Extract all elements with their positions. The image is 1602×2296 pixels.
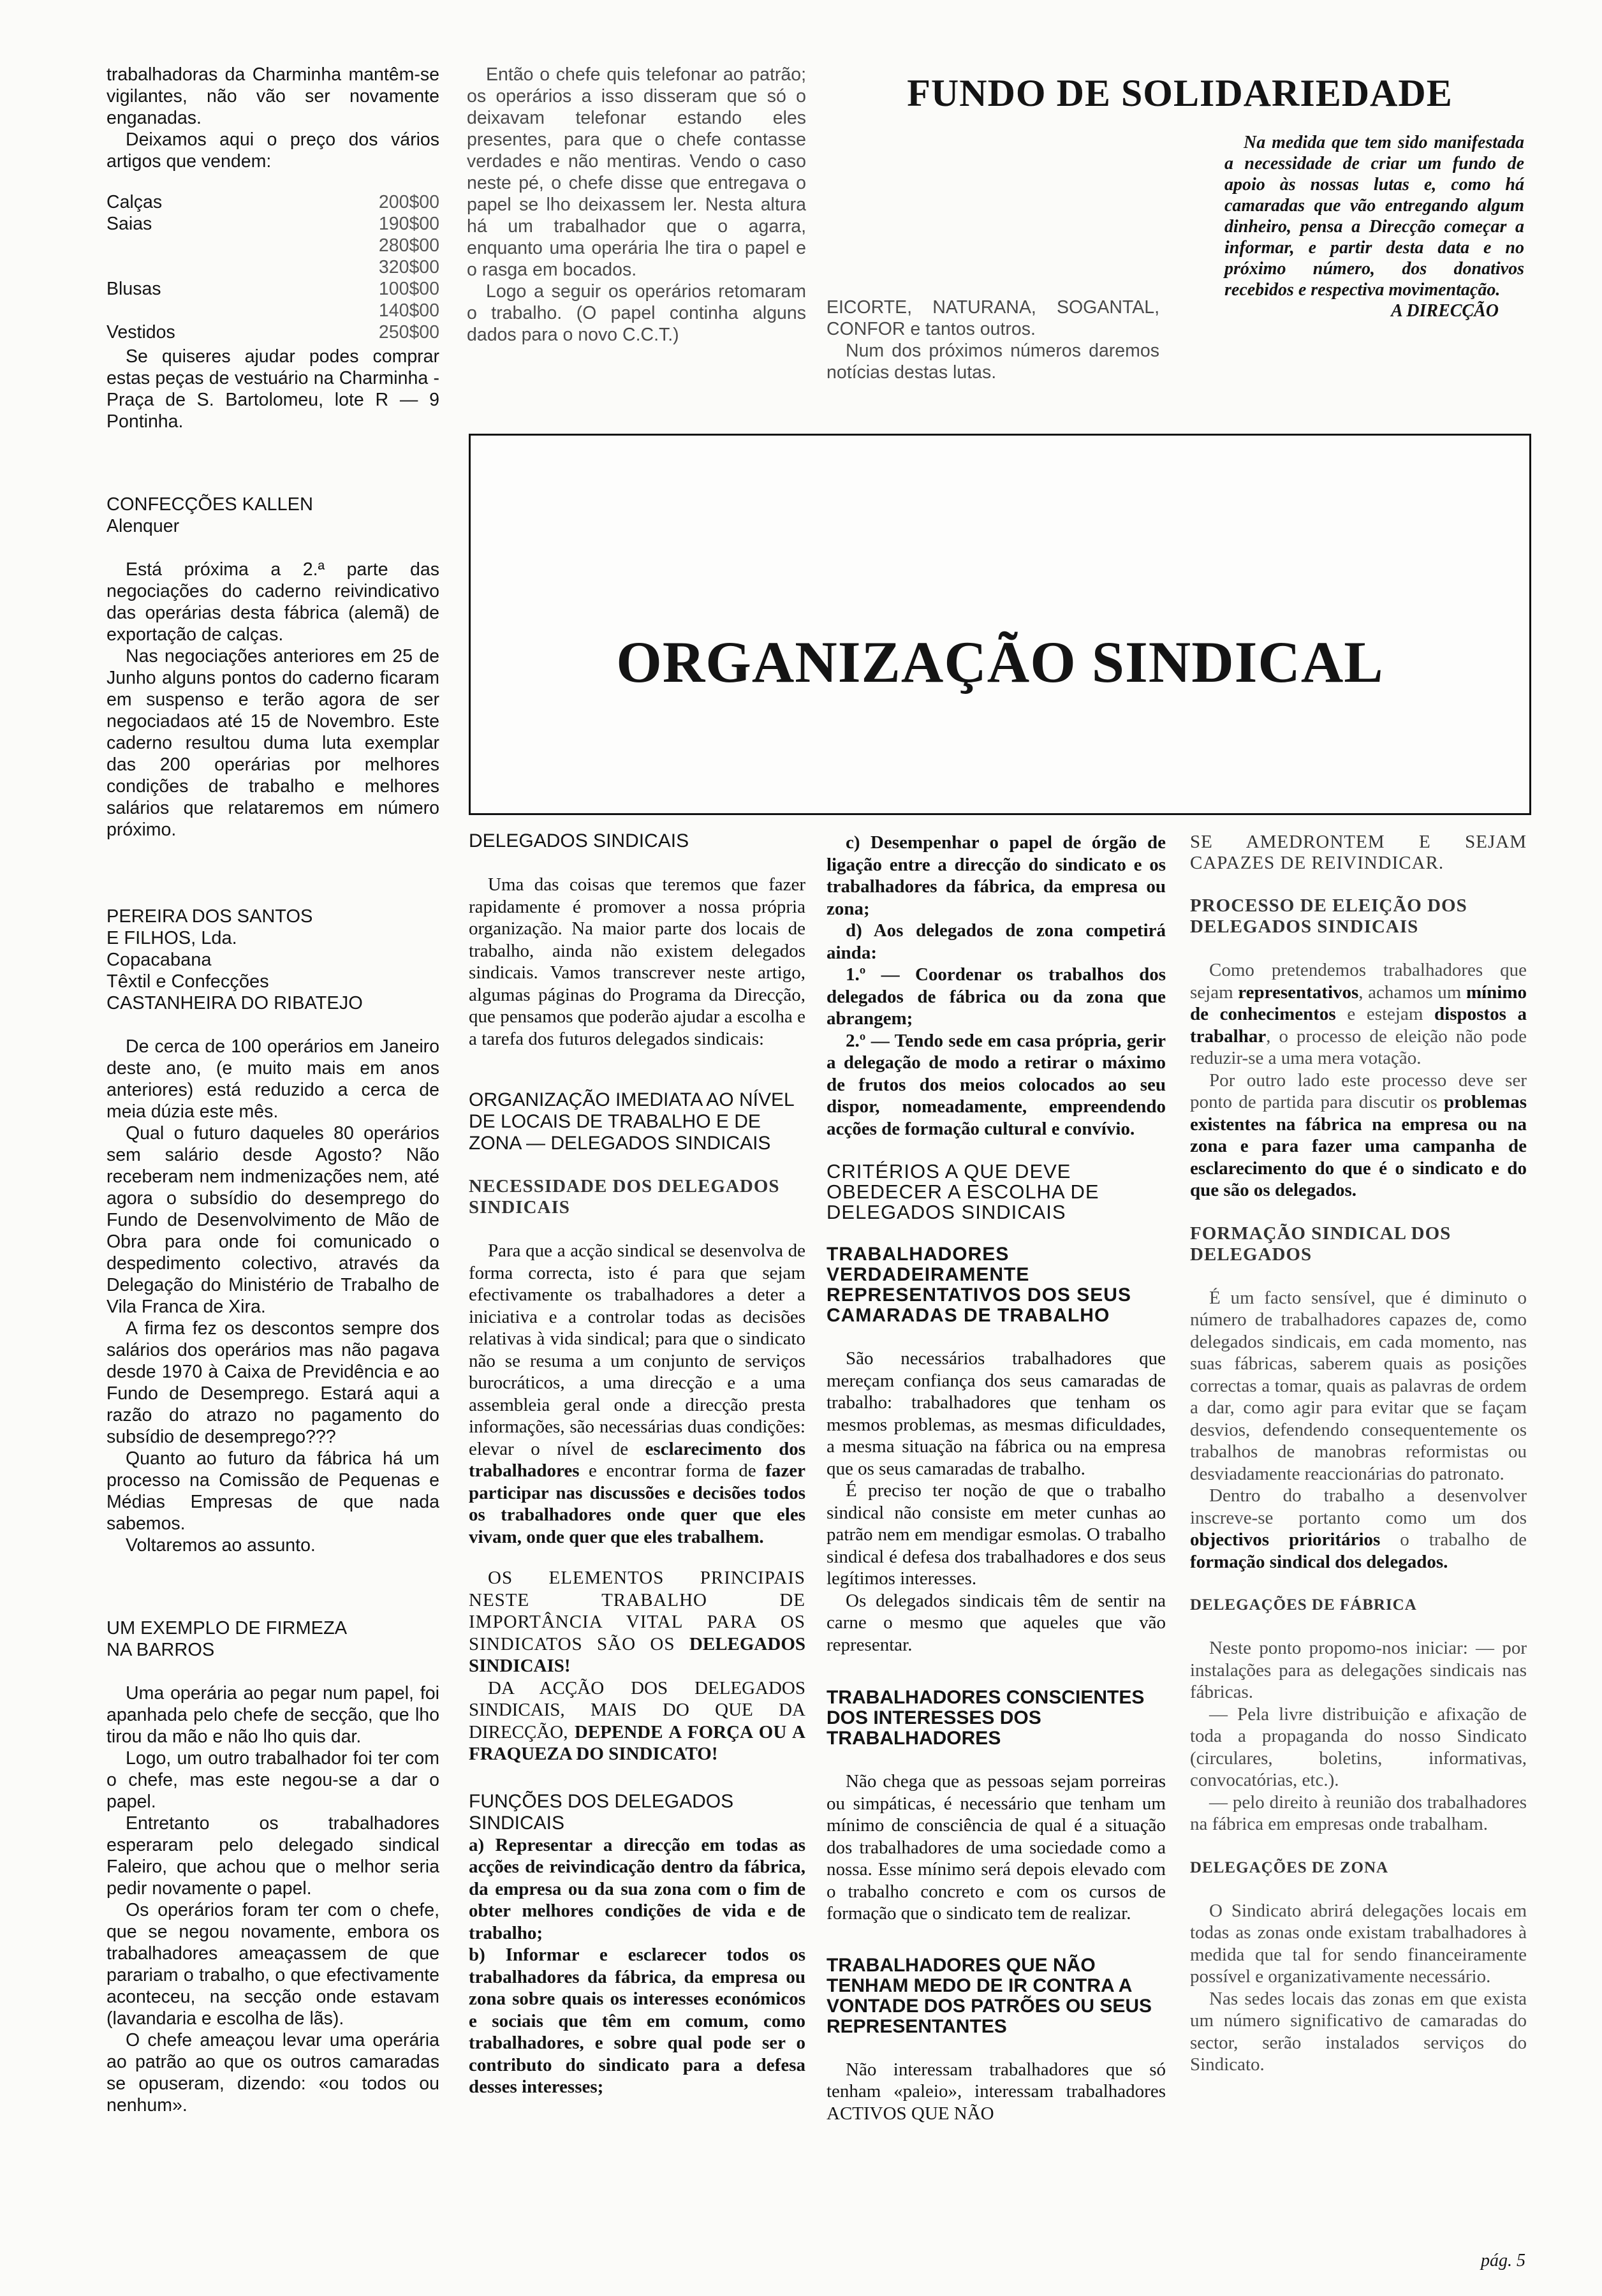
delegados-heading: DELEGADOS SINDICAIS xyxy=(469,830,689,851)
representativos-heading: TRABALHADORES VERDADEIRAMENTE REPRESENTATIVOS DOS SEUS CAMARADAS DE TRABALHO xyxy=(827,1244,1131,1326)
reuniao-para: — pelo direito à reunião dos trabalhadores na fábrica em empresas onde trabalham. xyxy=(1190,1792,1527,1834)
column-2-top xyxy=(467,64,806,346)
eleicao-heading: PROCESSO DE ELEIÇÃO DOS DELEGADOS SINDICAIS xyxy=(1190,895,1467,937)
funcao-d: d) Aos delegados de zona competirá ainda: xyxy=(827,920,1166,963)
column-1 xyxy=(107,64,439,2116)
necessidade-heading: NECESSIDADE DOS DELEGADOS SINDICAIS xyxy=(469,1176,780,1218)
sindical-column-2 xyxy=(827,832,1166,2124)
firmeza-para: Os operários foram ter com o chefe, que se negou novamente, embora os trabalhadores ameaçassem de que parariam o trabalho, o que efectivamente aconteceu, na secção onde estavam (lavandaria e escolha de lãs). xyxy=(107,1900,439,2029)
charminha-intro: trabalhadoras da Charminha mantêm-se vigilantes, não vão ser novamente enganadas. xyxy=(107,64,439,128)
funcao-d-1: 1.º — Coordenar os trabalhos dos delegados de fábrica ou da zona que abrangem; xyxy=(827,964,1166,1029)
formacao-para: É um facto sensível, que é diminuto o número de trabalhadores capazes de, como delegados sindicais, em cada momento, nas suas fábricas, saberem quais as posições correctas a tomar, quais as palavras de ordem a dar, como agir para evitar que se façam desvios, defendendo consequentemente os trabalhos de manobras reformistas ou desviadamente reaccionárias do patronato. xyxy=(1190,1287,1527,1484)
page-number: pág. 5 xyxy=(1481,2251,1525,2270)
funcoes-heading: FUNÇÕES DOS DELEGADOS SINDICAIS xyxy=(469,1790,734,1834)
propaganda-para: — Pela livre distribuição e afixação de toda a propaganda do nosso Sindicato (circulares, boletins, informativas, convocatórias, etc.). xyxy=(1190,1704,1527,1790)
fundo-solidariedade-body: Na medida que tem sido manifestada a necessidade de criar um fundo de apoio às nossas lutas e, como há camaradas que vão entregando algum dinheiro, pensa a Direcção começar a informar, e partir desta data e no próximo número, dos donativos recebidos e respectiva movimentação. A DIRECÇÃO xyxy=(1224,133,1524,321)
delegacoes-fabrica-para: Neste ponto propomo-nos iniciar: — por instalações para as delegações sindicais nas fábricas. xyxy=(1190,1638,1527,1702)
sedes-locais-para: Nas sedes locais das zonas em que exista um número significativo de camaradas do sector, serão instalados serviços do Sindicato. xyxy=(1190,1988,1527,2075)
firmeza-title: UM EXEMPLO DE FIRMEZA NA BARROS xyxy=(107,1618,348,1660)
firmeza-para: Uma operária ao pegar num papel, foi apanhada pelo chefe de secção, que lho tirou da mão e não lho quis dar. xyxy=(107,1683,439,1747)
future-news-para: Num dos próximos números daremos notícias destas lutas. xyxy=(827,341,1159,383)
column-3-top xyxy=(827,297,1159,383)
barros-continued-para: Logo a seguir os operários retomaram o trabalho. (O papel continha alguns dados para o novo C.C.T.) xyxy=(467,281,806,345)
delegacoes-zona-heading: DELEGAÇÕES DE ZONA xyxy=(1190,1858,1389,1876)
representativos-para: São necessários trabalhadores que mereçam confiança dos seus camaradas de trabalho: trabalhadores que tenham os mesmos problemas, as mesmas dificuldades, a mesma situação na fábrica ou na empresa que os seus camaradas de trabalho. xyxy=(827,1348,1166,1479)
funcao-b: b) Informar e esclarecer todos os trabalhadores da fábrica, da empresa ou zona sobre quais os interesses económicos e sociais que têm em comum, como trabalhadores, e sobre qual pode ser o contributo do sindicato para a defesa desses interesses; xyxy=(469,1945,805,2097)
price-row: 280$00 xyxy=(378,235,439,256)
eleicao-para: Como pretendemos trabalhadores que sejam representativos, achamos um mínimo de conhecimentos e estejam dispostos a trabalhar, o processo de eleição não pode reduzir-se a uma mera votação. xyxy=(1190,960,1527,1068)
sentir-para: Os delegados sindicais têm de sentir na carne o mesmo que aqueles que vão representar. xyxy=(827,1590,1166,1655)
charminha-prices-intro: Deixamos aqui o preço dos vários artigos que vendem: xyxy=(107,129,439,172)
pereira-para: De cerca de 100 operários em Janeiro deste ano, (e muito mais em anos anteriores) está reduzido a cerca de meia dúzia este mês. xyxy=(107,1036,439,1122)
organizacao-sindical-banner xyxy=(469,434,1531,815)
pereira-title: PEREIRA DOS SANTOS E FILHOS, Lda. Copacabana Têxtil e Confecções CASTANHEIRA DO RIBATEJO xyxy=(107,906,363,1013)
formacao-heading: FORMAÇÃO SINDICAL DOS DELEGADOS xyxy=(1190,1223,1451,1265)
firmeza-para: Logo, um outro trabalhador foi ter com o chefe, mas este negou-se a dar o papel. xyxy=(107,1748,439,1812)
firmeza-para: Entretanto os trabalhadores esperaram pelo delegado sindical Faleiro, que achou que o melhor seria pedir novamente o papel. xyxy=(107,1813,439,1899)
forca-sindicato-para: DA ACÇÃO DOS DELEGADOS SINDICAIS, MAIS DO QUE DA DIRECÇÃO, DEPENDE A FORÇA OU A FRAQUEZA DO SINDICATO! xyxy=(469,1677,805,1764)
organizacao-imediata-heading: ORGANIZAÇÃO IMEDIATA AO NÍVEL DE LOCAIS DE TRABALHO E DE ZONA — DELEGADOS SINDICAIS xyxy=(469,1089,794,1154)
price-table xyxy=(107,191,439,343)
funcao-c: c) Desempenhar o papel de órgão de ligação entre a direcção do sindicato e os trabalhadores da fábrica, da empresa ou zona; xyxy=(827,832,1166,919)
fundo-signature: A DIRECÇÃO xyxy=(1391,301,1499,321)
conscientes-heading: TRABALHADORES CONSCIENTES DOS INTERESSES DOS TRABALHADORES xyxy=(827,1687,1145,1749)
pereira-para: Voltaremos ao assunto. xyxy=(126,1535,316,1556)
funcao-a: a) Representar a direcção em todas as acções de reivindicação dentro da fábrica, da empresa ou da sua zona com o fim de obter melhores condições de vida e de trabalho; xyxy=(469,1834,805,1943)
sem-medo-para: Não interessam trabalhadores que só tenham «paleio», interessam trabalhadores ACTIVOS QUE NÃO xyxy=(827,2059,1166,2124)
kallen-place: Alenquer xyxy=(107,516,180,536)
price-row: Calças 200$00 xyxy=(107,192,439,212)
delegacoes-fabrica-heading: DELEGAÇÕES DE FÁBRICA xyxy=(1190,1596,1417,1614)
objectivos-para: Dentro do trabalho a desenvolver inscreve-se portanto como um dos objectivos prioritários o trabalho de formação sindical dos delegados. xyxy=(1190,1485,1527,1572)
kallen-title: CONFECÇÕES KALLEN xyxy=(107,494,313,515)
firmeza-para: O chefe ameaçou levar uma operária ao patrão ao que os outros camaradas se opuseram, dizendo: «ou todos ou nenhum». xyxy=(107,2030,439,2116)
funcao-d-2: 2.º — Tendo sede em casa própria, gerir a delegação de modo a retirar o máximo de frutos dos meios colocados ao seu dispor, nomeadamente, empreendendo acções de formação cultural e convívio. xyxy=(827,1030,1166,1139)
barros-continued-para: Então o chefe quis telefonar ao patrão; os operários a isso disseram que só o deixavam telefonar estando eles presentes, para que o chefe contasse verdades e não mentiras. Vendo o caso neste pé, o chefe disse que entregava o papel se lho deixassem ler. Nesta altura há um trabalhador que o agarra, enquanto uma operária lhe tira o papel e o rasga em bocados. xyxy=(467,64,806,280)
amedrontem-line: SE AMEDRONTEM E SEJAM CAPAZES DE REIVINDICAR. xyxy=(1190,832,1527,873)
pereira-para: Quanto ao futuro da fábrica há um processo na Comissão de Pequenas e Médias Empresas de que nada sabemos. xyxy=(107,1448,439,1534)
delegacoes-zona-para: O Sindicato abrirá delegações locais em todas as zonas onde existam trabalhadores à medida que tal for sendo financeiramente possível e organizativamente necessário. xyxy=(1190,1900,1527,1987)
kallen-para: Está próxima a 2.ª parte das negociações do caderno reivindicativo das operárias desta fábrica (alemã) de exportação de calças. xyxy=(107,559,439,645)
price-row: Blusas 100$00 xyxy=(107,279,439,299)
banner-title: ORGANIZAÇÃO SINDICAL xyxy=(616,629,1384,695)
other-factories-line: EICORTE, NATURANA, SOGANTAL, CONFOR e tantos outros. xyxy=(827,297,1159,339)
pereira-para: A firma fez os descontos sempre dos salários dos operários mas não pagava desde 1970 à Caixa de Previdência e ao Fundo de Desemprego. Estará aqui a razão do atrazo no pagamento do subsídio de desemprego??? xyxy=(107,1318,439,1447)
charminha-outro: Se quiseres ajudar podes comprar estas peças de vestuário na Charminha - Praça de S. Bartolomeu, lote R — 9 Pontinha. xyxy=(107,346,439,432)
pereira-para: Qual o futuro daqueles 80 operários sem salário desde Agosto? Não receberam nem indmenizações nem, até agora o subsídio do desemprego do Fundo de Desenvolvimento de Mão de Obra para onde foi comunicado o despedimento colectivo, através da Delegação do Ministério de Trabalho de Vila Franca de Xira. xyxy=(107,1123,439,1317)
elementos-principais-para: OS ELEMENTOS PRINCIPAIS NESTE TRABALHO DE IMPORTÂNCIA VITAL PARA OS SINDICATOS SÃO OS DELEGADOS SINDICAIS! xyxy=(469,1568,806,1676)
sindical-column-1 xyxy=(469,830,805,2098)
price-row: Saias 190$00 xyxy=(107,214,439,234)
kallen-para: Nas negociações anteriores em 25 de Junho alguns pontos do caderno ficaram em suspenso e terão agora de ser negociadaos até 15 de Novembro. Este caderno resultou duma luta exemplar das 200 operárias por melhores condições de trabalho e melhores salários que relataremos em número próximo. xyxy=(107,646,439,840)
conscientes-para: Não chega que as pessoas sejam porreiras ou simpáticas, é necessário que tenham um mínimo de consciência de qual é a situação dos trabalhadores de uma sociedade como a nossa. Esse mínimo será depois elevado com o trabalho concreto e com os cursos de formação que o sindicato tem de realizar. xyxy=(827,1771,1166,1924)
sem-medo-heading: TRABALHADORES QUE NÃO TENHAM MEDO DE IR CONTRA A VONTADE DOS PATRÕES OU SEUS REPRESENTANTES xyxy=(827,1954,1152,2037)
price-row: Vestidos 250$00 xyxy=(107,322,439,342)
ponto-partida-para: Por outro lado este processo deve ser ponto de partida para discutir os problemas existentes na fábrica na empresa ou na zona e para fazer uma campanha de esclarecimento do que é o sindicato e do que são os delegados. xyxy=(1190,1070,1527,1200)
price-row: 320$00 xyxy=(378,257,439,277)
fundo-solidariedade-title: FUNDO DE SOLIDARIEDADE xyxy=(907,72,1453,114)
criterios-heading: CRITÉRIOS A QUE DEVE OBEDECER A ESCOLHA DE DELEGADOS SINDICAIS xyxy=(827,1160,1099,1223)
necessidade-para: Para que a acção sindical se desenvolva de forma correcta, isto é para que sejam efectivamente os trabalhadores a deter a iniciativa e a controlar todas as decisões relativas à vida sindical; para que o sindicato não se resuma a um conjunto de serviços burocráticos, a uma direcção e a uma assembleia geral onde a direcção presta informações, são necessárias duas condições: elevar o nível de esclarecimento dos trabalhadores e encontrar forma de fazer participar nas discussões e decisões todos os trabalhadores onde quer que eles vivam, onde quer que eles trabalhem. xyxy=(469,1240,806,1547)
sindical-column-3 xyxy=(1190,832,1527,2076)
price-row: 140$00 xyxy=(378,300,439,321)
delegados-intro-para: Uma das coisas que teremos que fazer rapidamente é promover a nossa própria organização. Na maior parte dos locais de trabalho, ainda não existem delegados sindicais. Vamos transcrever neste artigo, algumas páginas do Programa da Direcção, que pensamos que poderão ajudar a escolha e a tarefa dos futuros delegados sindicais: xyxy=(469,874,805,1049)
noção-para: É preciso ter noção de que o trabalho sindical não consiste em meter cunhas ao patrão nem em mendigar esmolas. O trabalho sindical é defesa dos trabalhadores e dos seus legítimos interesses. xyxy=(827,1480,1166,1589)
